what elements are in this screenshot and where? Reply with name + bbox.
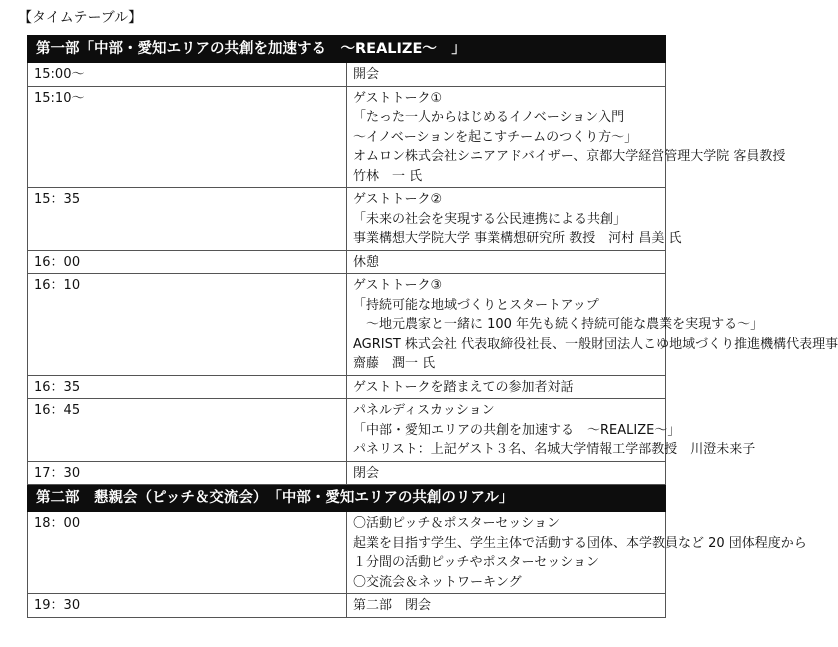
program-cell [347, 399, 756, 462]
program-line: 起業を目指す学生、学生主体で活動する団体、本学教員など 20 団体程度から [353, 535, 807, 551]
table-row [28, 594, 666, 618]
program-cell [347, 594, 666, 618]
program-cell [347, 188, 682, 251]
table-row [28, 63, 666, 87]
document-title: 【タイムテーブル】 [18, 10, 143, 26]
program-line: ゲストトーク③ [353, 278, 443, 293]
time-cell: 16：10 [28, 274, 347, 376]
table-row [28, 188, 666, 251]
program-cell [347, 86, 786, 188]
program-line: 齋藤 潤一 氏 [353, 356, 436, 371]
table-row [28, 461, 666, 485]
program-cell [347, 63, 666, 87]
program-line: パネルディスカッション [353, 403, 495, 418]
table-row [28, 375, 666, 399]
part1-header: 第一部「中部・愛知エリアの共創を加速する ～REALIZE～ 」 [28, 36, 666, 63]
program-line: 休憩 [353, 254, 380, 270]
time-cell: 15:10～ [28, 86, 347, 188]
program-line: 事業構想大学院大学 事業構想研究所 教授 河村 昌美 氏 [353, 231, 682, 246]
program-cell [347, 461, 666, 485]
time-cell: 16：00 [28, 250, 347, 274]
table-row [28, 399, 666, 462]
program-line: オムロン株式会社シニアアドバイザー、京都大学経営管理大学院 客員教授 [353, 149, 786, 164]
time-cell: 17：30 [28, 461, 347, 485]
program-line: ゲストトーク① [353, 90, 443, 106]
table-row [28, 512, 666, 594]
program-line: 〇交流会＆ネットワーキング [353, 574, 522, 590]
program-line: ～イノベーションを起こすチームのつくり方～」 [353, 129, 638, 145]
table-row [28, 274, 666, 376]
part2-header: 第二部 懇親会（ピッチ＆交流会） 「中部・愛知エリアの共創のリアル」 [28, 485, 666, 512]
program-cell [347, 512, 807, 594]
program-line: ゲストトークを踏まえての参加者対話 [353, 379, 574, 395]
table-row [28, 86, 666, 188]
program-line: ～地元農家と一緒に 100 年先も続く持続可能な農業を実現する～」 [353, 317, 764, 332]
part1-header-row [28, 36, 666, 63]
program-line: １分間の活動ピッチやポスターセッション [353, 555, 599, 570]
time-cell: 19：30 [28, 594, 347, 618]
program-line: 「中部・愛知エリアの共創を加速する ～REALIZE～」 [353, 422, 681, 438]
program-cell [347, 250, 666, 274]
timetable [27, 35, 838, 618]
time-cell: 16：45 [28, 399, 347, 462]
program-line: 第二部 閉会 [353, 598, 432, 613]
time-cell: 18：00 [28, 512, 347, 594]
part2-header-row [28, 485, 666, 512]
program-line: 「未来の社会を実現する公民連携による共創」 [353, 211, 627, 227]
time-cell: 16：35 [28, 375, 347, 399]
time-cell: 15：35 [28, 188, 347, 251]
time-cell: 15:00～ [28, 63, 347, 87]
program-line: 開会 [353, 67, 380, 82]
program-line: 「たった一人からはじめるイノベーション入門 [353, 110, 625, 125]
program-cell [347, 274, 838, 376]
program-line: 竹林 一 氏 [353, 168, 423, 184]
program-cell [347, 375, 666, 399]
program-line: パネリスト：上記ゲスト３名、名城大学情報工学部教授 川澄未来子 [353, 442, 756, 457]
program-line: AGRIST 株式会社 代表取締役社長、一般財団法人こゆ地域づくり推進機構代表理事 [353, 336, 838, 352]
program-line: 〇活動ピッチ＆ポスターセッション [353, 516, 560, 531]
table-row [28, 250, 666, 274]
program-line: ゲストトーク② [353, 192, 443, 207]
program-line: 閉会 [353, 465, 380, 481]
program-line: 「持続可能な地域づくりとスタートアップ [353, 297, 599, 313]
